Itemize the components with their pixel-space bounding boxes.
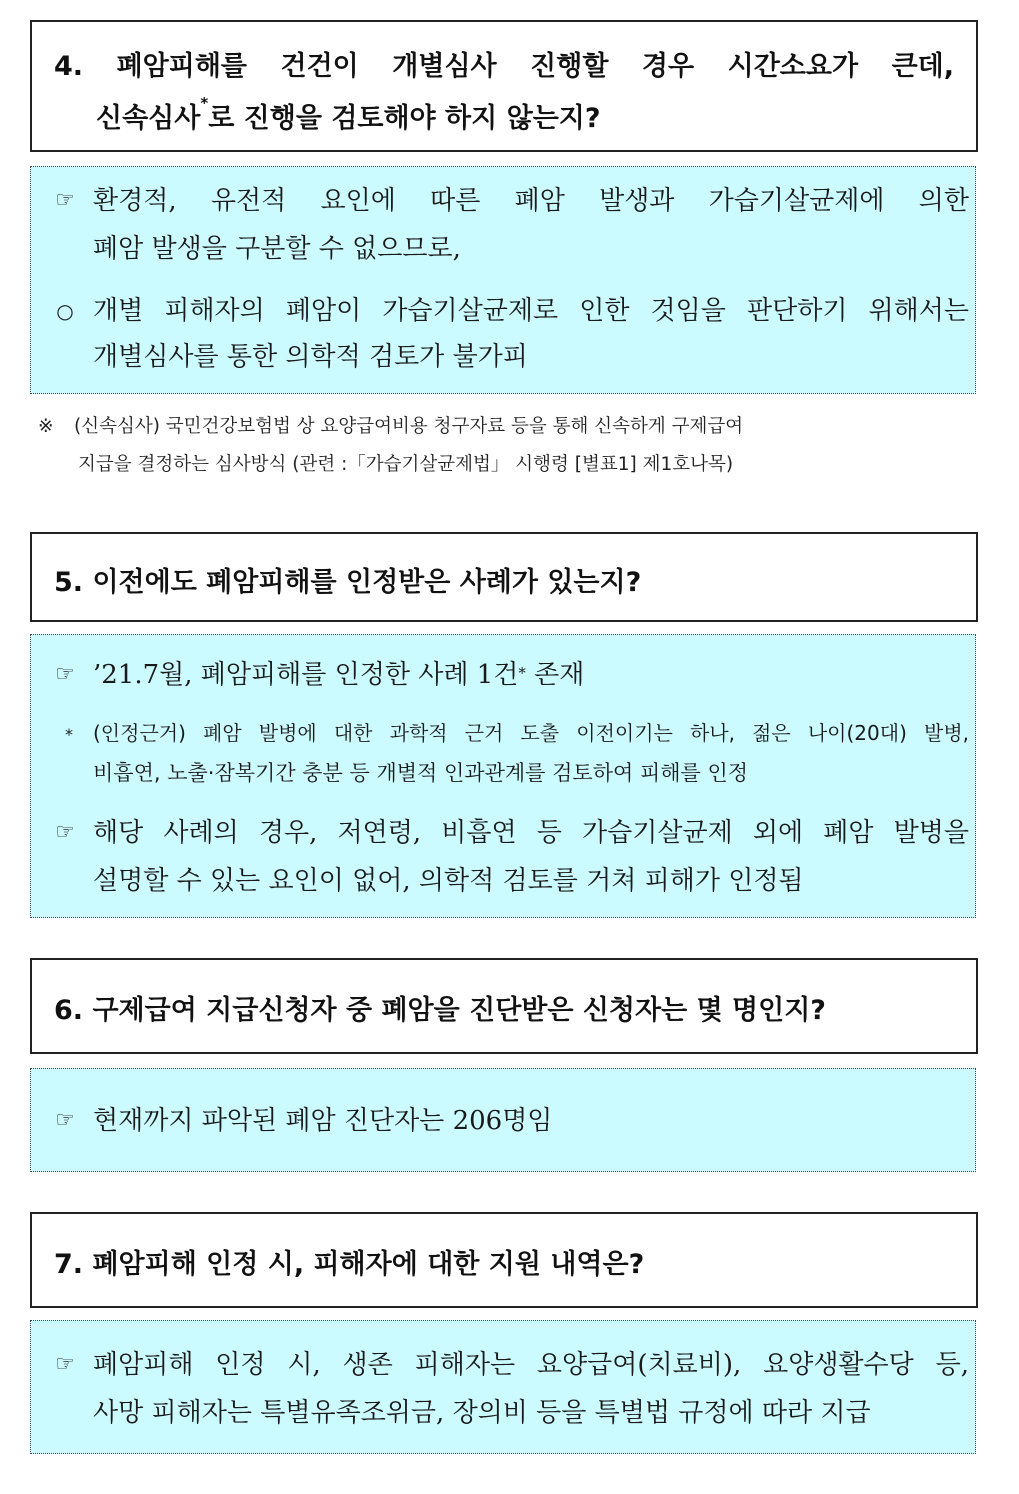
footnote-marker: *: [518, 664, 526, 682]
asterisk-icon: *: [65, 725, 73, 744]
answer-5-item-1-text: [93, 651, 969, 699]
answer-7-line-1: 폐암피해 인정 시, 생존 피해자는 요양급여(치료비), 요양생활수당 등,: [93, 1350, 969, 1380]
question-5-title: 5. 이전에도 폐암피해를 인정받은 사례가 있는지?: [54, 567, 642, 598]
answer-5-item-2-line-1: 해당 사례의 경우, 저연령, 비흡연 등 가습기살균제 외에 폐암 발병을: [93, 818, 969, 848]
footnote-marker: *: [200, 94, 209, 112]
pointing-hand-icon: ☞: [55, 1352, 75, 1377]
answer-5-footnote-line-1: (인정근거) 폐암 발병에 대한 과학적 근거 도출 이전이기는 하나, 젊은 나이(20대) 발병,: [93, 721, 969, 745]
question-4-line-1: 4. 폐암피해를 건건이 개별심사 진행할 경우 시간소요가 큰데,: [54, 51, 954, 82]
question-4-term: 신속심사: [96, 103, 201, 134]
answer-5-item-2-line-2: 설명할 수 있는 요인이 없어, 의학적 검토를 거쳐 피해가 인정됨: [93, 866, 804, 896]
circle-bullet-icon: ○: [56, 299, 74, 323]
question-4-box: [30, 20, 978, 152]
answer-6-box: [30, 1068, 976, 1172]
answer-5-footnote-line-2: 비흡연, 노출·잠복기간 충분 등 개별적 인과관계를 검토하여 피해를 인정: [93, 761, 749, 785]
answer-7-line-2: 사망 피해자는 특별유족조위금, 장의비 등을 특별법 규정에 따라 지급: [93, 1398, 871, 1428]
pointing-hand-icon: ☞: [55, 662, 75, 687]
answer-4-item-1-line-1: 환경적, 유전적 요인에 따른 폐암 발생과 가습기살균제에 의한: [93, 186, 969, 216]
question-7-title: 7. 폐암피해 인정 시, 피해자에 대한 지원 내역은?: [54, 1249, 645, 1280]
pointing-hand-icon: ☞: [55, 1108, 75, 1133]
answer-4-item-2-line-1: 개별 피해자의 폐암이 가습기살균제로 인한 것임을 판단하기 위해서는: [93, 296, 969, 326]
question-4-text: 로 진행을 검토해야 하지 않는지?: [208, 103, 601, 134]
answer-4-item-1-line-2: 폐암 발생을 구분할 수 없으므로,: [93, 234, 461, 264]
note-4-line-1: (신속심사) 국민건강보험법 상 요양급여비용 청구자료 등을 통해 신속하게 구제급여: [74, 416, 744, 437]
answer-7-box: [30, 1320, 976, 1454]
pointing-hand-icon: ☞: [55, 188, 75, 213]
reference-mark-icon: ※: [38, 416, 54, 437]
answer-4-item-2-line-2: 개별심사를 통한 의학적 검토가 불가피: [93, 342, 528, 372]
note-4-line-2: 지급을 결정하는 심사방식 (관련 :「가습기살균제법」 시행령 [별표1] 제1호나목): [78, 454, 734, 475]
question-5-box: [30, 532, 978, 622]
answer-5-item-1-main: ’21.7월, 폐암피해를 인정한 사례 1건: [93, 660, 519, 690]
question-6-title: 6. 구제급여 지급신청자 중 폐암을 진단받은 신청자는 몇 명인지?: [54, 995, 826, 1026]
pointing-hand-icon: ☞: [55, 820, 75, 845]
question-4-line-2: [96, 96, 601, 135]
answer-4-box: [30, 166, 976, 394]
answer-5-box: [30, 634, 976, 918]
answer-6-text: 현재까지 파악된 폐암 진단자는 206명임: [93, 1106, 553, 1136]
question-7-box: [30, 1212, 978, 1308]
answer-5-item-1-end: 존재: [525, 660, 585, 690]
question-6-box: [30, 958, 978, 1054]
